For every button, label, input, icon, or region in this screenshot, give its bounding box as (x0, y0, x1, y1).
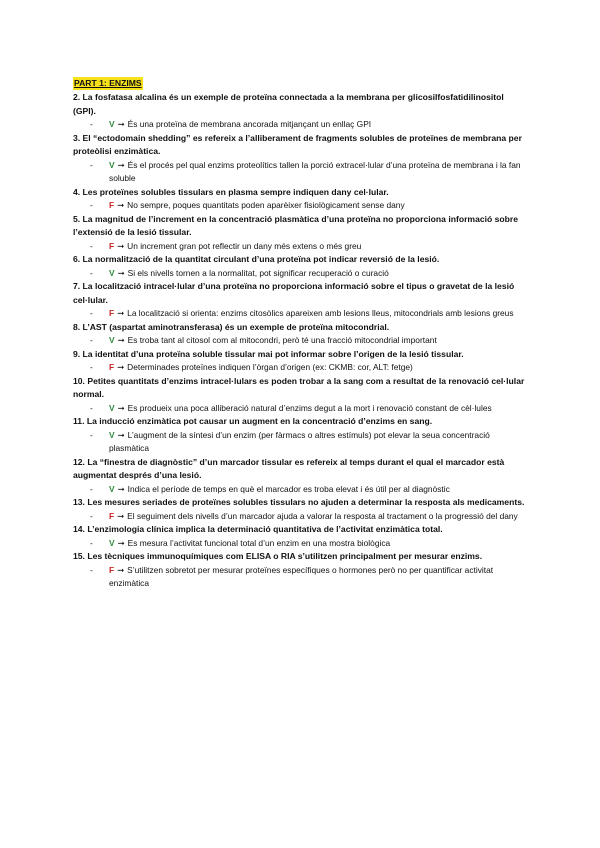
question-text: 10. Petites quantitats d’enzims intracel·lulars es poden trobar a la sang com a resultat de la renovació cel·lular normal. (73, 375, 525, 399)
answer-row (73, 361, 528, 375)
answer-body (109, 240, 528, 254)
answer-body (109, 118, 528, 132)
answer-body (109, 159, 528, 186)
bullet-dash: - (90, 483, 93, 494)
answer-body (109, 199, 528, 213)
answer-row (73, 240, 528, 254)
answer-mark: V (109, 537, 115, 548)
answer-body (109, 510, 528, 524)
answer-mark: V (109, 483, 115, 494)
answer-text: És el procés pel qual enzims proteolítics tallen la porció extracel·lular d’una proteïna de membrana i la fan soluble (109, 159, 521, 183)
answer-row (73, 510, 528, 524)
answer-text: L’augment de la síntesi d’un enzim (per fàrmacs o altres estímuls) pot elevar la seua concentració plasmàtica (109, 429, 490, 453)
arrow-icon: ➞ (117, 267, 125, 278)
question-text: 8. L’AST (aspartat aminotransferasa) és un exemple de proteïna mitocondrial. (73, 321, 390, 332)
answer-body (109, 564, 528, 591)
bullet-dash: - (90, 308, 93, 318)
answer-mark: V (109, 119, 115, 129)
question-list (73, 91, 528, 591)
question-item (73, 348, 528, 375)
bullet-dash: - (90, 200, 93, 210)
arrow-icon: ➞ (117, 429, 125, 440)
question-text: 4. Les proteïnes solubles tissulars en plasma sempre indiquen dany cel·lular. (73, 186, 389, 197)
question-text: 15. Les tècniques immunoquímiques com ELISA o RIA s’utilitzen principalment per mesurar enzims. (73, 551, 483, 561)
answer-text: Si els nivells tornen a la normalitat, pot significar recuperació o curació (127, 267, 389, 278)
answer-row (73, 402, 528, 416)
answer-text: El seguiment dels nivells d’un marcador ajuda a valorar la resposta al tractament o la progressió del dany (127, 510, 518, 521)
answer-text: Es produeix una poca alliberació natural d’enzims degut a la mort i renovació constant de cèl·lules (127, 402, 492, 413)
arrow-icon: ➞ (117, 159, 125, 170)
question-item (73, 456, 528, 497)
answer-row (73, 307, 528, 321)
answer-text: No sempre, poques quantitats poden aparèixer fisiològicament sense dany (127, 200, 405, 210)
answer-body (109, 537, 528, 551)
answer-body (109, 483, 528, 497)
arrow-icon: ➞ (117, 119, 125, 129)
question-text: 13. Les mesures seriades de proteïnes solubles tissulars no ajuden a determinar la resposta als medicaments. (73, 497, 525, 507)
bullet-dash: - (90, 267, 93, 278)
bullet-dash: - (90, 335, 93, 345)
answer-row (73, 483, 528, 497)
bullet-dash: - (90, 402, 93, 413)
arrow-icon: ➞ (117, 200, 125, 210)
arrow-icon: ➞ (117, 537, 125, 548)
question-item (73, 523, 528, 550)
question-text: 3. El “ectodomain shedding” es refereix a l’alliberament de fragments solubles de proteïnes de membrana per proteòlisi enzimàtica. (73, 132, 522, 156)
answer-body (109, 307, 528, 321)
question-text: 5. La magnitud de l’increment en la concentració plasmàtica d’una proteïna no proporciona informació sobre l’extensió de la lesió tissular. (73, 213, 519, 237)
bullet-dash: - (90, 119, 93, 129)
answer-text: És una proteïna de membrana ancorada mitjançant un enllaç GPI (127, 119, 372, 129)
answer-row (73, 199, 528, 213)
question-text: 11. La inducció enzimàtica pot causar un augment en la concentració d’enzims en sang. (73, 416, 433, 426)
bullet-dash: - (90, 537, 93, 548)
question-item (73, 213, 528, 254)
arrow-icon: ➞ (117, 510, 125, 521)
bullet-dash: - (90, 564, 93, 575)
answer-row (73, 118, 528, 132)
question-text: 12. La “finestra de diagnòstic” d’un marcador tissular es refereix al temps durant el qual el marcador està augmentat després d’una lesió. (73, 456, 505, 480)
bullet-dash: - (90, 362, 93, 372)
answer-mark: F (109, 362, 115, 372)
document-content (73, 73, 528, 591)
answer-body (109, 361, 528, 375)
question-item (73, 132, 528, 186)
arrow-icon: ➞ (117, 564, 125, 575)
bullet-dash: - (90, 159, 93, 170)
question-item (73, 253, 528, 280)
answer-mark: V (109, 402, 115, 413)
answer-row (73, 564, 528, 591)
question-item (73, 375, 528, 416)
answer-body (109, 334, 528, 348)
answer-text: Determinades proteïnes indiquen l’òrgan d’origen (ex: CKMB: cor, ALT: fetge) (127, 362, 413, 372)
answer-body (109, 267, 528, 281)
answer-row (73, 334, 528, 348)
question-item (73, 186, 528, 213)
answer-mark: F (109, 308, 115, 318)
answer-mark: F (109, 510, 115, 521)
answer-row (73, 159, 528, 186)
question-item (73, 91, 528, 132)
question-item (73, 280, 528, 321)
answer-mark: V (109, 335, 115, 345)
bullet-dash: - (90, 510, 93, 521)
answer-text: Es mesura l’activitat funcional total d’un enzim en una mostra biològica (127, 537, 391, 548)
answer-row (73, 267, 528, 281)
answer-mark: V (109, 267, 115, 278)
question-item (73, 496, 528, 523)
bullet-dash: - (90, 429, 93, 440)
question-text: 2. La fosfatasa alcalina és un exemple de proteïna connectada a la membrana per glicosilfosfatidilinositol (GPI). (73, 92, 504, 116)
arrow-icon: ➞ (117, 402, 125, 413)
bullet-dash: - (90, 240, 93, 251)
answer-text: La localització si orienta: enzims citosòlics apareixen amb lesions lleus, mitocondrials amb lesions greus (127, 308, 514, 318)
arrow-icon: ➞ (117, 483, 125, 494)
answer-mark: F (109, 564, 115, 575)
arrow-icon: ➞ (117, 362, 125, 372)
answer-mark: V (109, 159, 115, 170)
question-text: 9. La identitat d’una proteïna soluble tissular mai pot informar sobre l’origen de la lesió tissular. (73, 348, 464, 359)
question-item (73, 550, 528, 591)
question-text: 7. La localització intracel·lular d’una proteïna no proporciona informació sobre el tipus o gravetat de la lesió cel·lular. (73, 281, 515, 305)
part-title: PART 1: ENZIMS (74, 78, 142, 88)
question-text: 14. L’enzimologia clínica implica la determinació quantitativa de l’activitat enzimàtica total. (73, 524, 443, 534)
question-item (73, 415, 528, 456)
answer-text: Un increment gran pot reflectir un dany més extens o més greu (127, 240, 362, 251)
answer-row (73, 429, 528, 456)
answer-mark: F (109, 240, 115, 251)
answer-text: Indica el període de temps en què el marcador es troba elevat i és útil per al diagnòstic (127, 483, 450, 494)
arrow-icon: ➞ (117, 335, 125, 345)
arrow-icon: ➞ (117, 240, 125, 251)
answer-body (109, 429, 528, 456)
arrow-icon: ➞ (117, 308, 125, 318)
answer-text: S’utilitzen sobretot per mesurar proteïnes específiques o hormones però no per quantificar activitat enzimàtica (109, 564, 494, 588)
answer-row (73, 537, 528, 551)
question-item (73, 321, 528, 348)
answer-mark: V (109, 429, 115, 440)
answer-body (109, 402, 528, 416)
answer-text: Es troba tant al citosol com al mitocondri, però té una fracció mitocondrial important (127, 335, 437, 345)
question-text: 6. La normalització de la quantitat circulant d’una proteïna pot indicar reversió de la lesió. (73, 254, 440, 264)
answer-mark: F (109, 200, 115, 210)
